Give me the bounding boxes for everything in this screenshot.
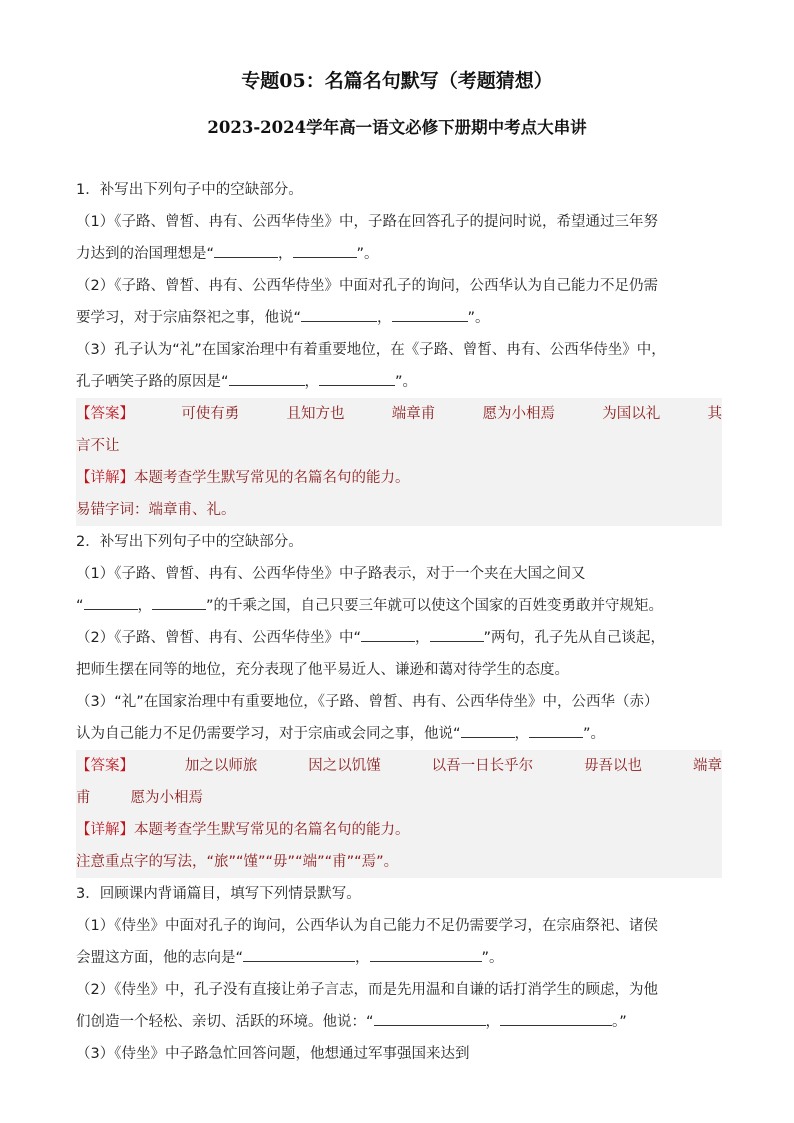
text: ， (415, 630, 430, 646)
text: 们创造一个轻松、亲切、活跃的环境。他说：“ (76, 1014, 374, 1030)
detail-text: 本题考查学生默写常见的名篇名句的能力。 (134, 470, 410, 486)
q2-p2-line2: 把师生摆在同等的地位，充分表现了他平易近人、谦逊和蔼对待学生的态度。 (76, 662, 569, 678)
answer-tag: 【答案】 (76, 758, 134, 774)
q1-p3-line1: （3）孔子认为“礼”在国家治理中有着重要地位，在《子路、曾皙、冉有、公西华侍坐》中， (76, 342, 666, 358)
text: ”两句，孔子先从自己谈起， (483, 630, 666, 646)
q1-p1-line2 (76, 238, 722, 270)
text: ， (485, 1014, 501, 1030)
fill-blank[interactable] (301, 309, 377, 322)
text: ”。 (356, 246, 379, 262)
answer-item: 为国以礼 (602, 406, 661, 422)
q2-note: 注意重点字的写法，“旅”“馑”“毋”“端”“甫”“焉”。 (76, 846, 722, 878)
page-subtitle: 2023-2024学年高一语文必修下册期中考点大串讲 (207, 118, 587, 137)
q1-note: 易错字词：端章甫、礼。 (76, 494, 722, 526)
q1-stem: 1．补写出下列句子中的空缺部分。 (76, 182, 303, 198)
fill-blank[interactable] (430, 629, 484, 642)
detail-tag: 【详解】 (76, 470, 134, 486)
text: ， (278, 246, 293, 262)
fill-blank[interactable] (293, 245, 357, 258)
fill-blank[interactable] (243, 949, 355, 962)
answer-item: 愿为小相焉 (482, 406, 555, 422)
text: 要学习，对于宗庙祭祀之事，他说“ (76, 310, 302, 326)
text: ， (304, 374, 320, 390)
q3-p1-line2 (76, 942, 722, 974)
answer-item: 甫 (76, 790, 91, 806)
q2-answer-cont (76, 782, 722, 814)
answer-item: 因之以饥馑 (308, 758, 381, 774)
text: 。” (612, 1014, 627, 1030)
q3-p1-line1: （1）《侍坐》中面对孔子的询问，公西华认为自己能力不足仍需要学习，在宗庙祭祀、诸侯 (76, 918, 658, 934)
text: 会盟这方面，他的志向是“ (76, 950, 244, 966)
text: ”的千乘之国，自己只要三年就可以使这个国家的百姓变勇敢并守规矩。 (206, 598, 664, 614)
text: “ (76, 598, 84, 614)
text: 认为自己能力不足仍需要学习，对于宗庙或会同之事，他说“ (76, 726, 461, 742)
fill-blank[interactable] (214, 245, 278, 258)
q1-detail (76, 462, 722, 494)
text: ”。 (395, 374, 418, 390)
q1-p3-line2 (76, 366, 722, 398)
q2-p3-line2 (76, 718, 722, 750)
fill-blank[interactable] (229, 373, 305, 386)
fill-blank[interactable] (319, 373, 395, 386)
fill-blank[interactable] (361, 629, 415, 642)
page-title: 专题05：名篇名句默写（考题猜想） (241, 70, 553, 92)
text: （2）《子路、曾皙、冉有、公西华侍坐》中“ (76, 630, 361, 646)
q2-answer-row (76, 750, 722, 782)
q1-p1-line1: （1）《子路、曾皙、冉有、公西华侍坐》中，子路在回答孔子的提问时说，希望通过三年努 (76, 214, 658, 230)
fill-blank[interactable] (84, 597, 138, 610)
text: ”。 (583, 726, 606, 742)
text: ， (355, 950, 370, 966)
text: ， (377, 310, 392, 326)
text: ”。 (467, 310, 490, 326)
q2-p3-line1: （3）“礼”在国家治理中有重要地位，《子路、曾皙、冉有、公西华侍坐》中，公西华（赤） (76, 694, 659, 710)
q3-p3-line1: （3）《侍坐》中子路急忙回答问题，他想通过军事强国来达到 (76, 1046, 470, 1062)
detail-text: 本题考查学生默写常见的名篇名句的能力。 (134, 822, 410, 838)
text: ”。 (481, 950, 504, 966)
detail-tag: 【详解】 (76, 822, 134, 838)
q2-p1-line2 (76, 590, 722, 622)
q2-detail (76, 814, 722, 846)
answer-item: 端章 (692, 758, 722, 774)
text: ， (137, 598, 153, 614)
text: 力达到的治国理想是“ (76, 246, 215, 262)
answer-item: 可使有勇 (181, 406, 240, 422)
answer-item: 愿为小相焉 (130, 790, 203, 806)
fill-blank[interactable] (461, 725, 515, 738)
document-body (76, 174, 722, 1070)
q3-stem: 3．回顾课内背诵篇目，填写下列情景默写。 (76, 886, 361, 902)
fill-blank[interactable] (370, 949, 482, 962)
q2-p1-line1: （1）《子路、曾皙、冉有、公西华侍坐》中子路表示，对于一个夹在大国之间又 (76, 566, 586, 582)
q1-answer-row (76, 398, 722, 430)
text: 孔子哂笑子路的原因是“ (76, 374, 229, 390)
q2-p2-line1 (76, 622, 722, 654)
fill-blank[interactable] (500, 1013, 612, 1026)
answer-item: 以吾一日长乎尔 (431, 758, 534, 774)
q1-answer-cont: 言不让 (76, 430, 722, 462)
answer-item: 加之以师旅 (184, 758, 258, 774)
q3-p2-line2 (76, 1006, 722, 1038)
fill-blank[interactable] (152, 597, 206, 610)
q1-p2-line1: （2）《子路、曾皙、冉有、公西华侍坐》中面对孔子的询问，公西华认为自己能力不足仍需 (76, 278, 658, 294)
fill-blank[interactable] (392, 309, 468, 322)
q1-p2-line2 (76, 302, 722, 334)
answer-item: 且知方也 (286, 406, 345, 422)
fill-blank[interactable] (374, 1013, 486, 1026)
answer-tag: 【答案】 (76, 406, 134, 422)
answer-item: 毋吾以也 (584, 758, 643, 774)
q2-stem: 2．补写出下列句子中的空缺部分。 (76, 534, 303, 550)
fill-blank[interactable] (529, 725, 583, 738)
text: ， (514, 726, 530, 742)
answer-item: 其 (707, 406, 722, 422)
answer-item: 端章甫 (391, 406, 436, 422)
q3-p2-line1: （2）《侍坐》中，孔子没有直接让弟子言志，而是先用温和自谦的话打消学生的顾虑，为他 (76, 982, 658, 998)
